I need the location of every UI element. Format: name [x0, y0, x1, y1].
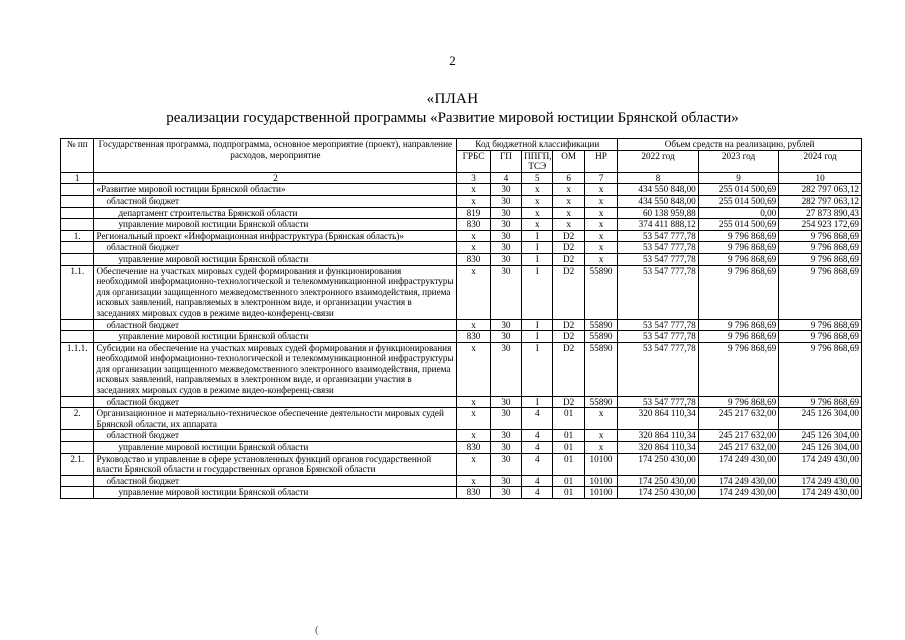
- row-number: 1.1.: [61, 265, 94, 319]
- cell-grbs: х: [457, 265, 490, 319]
- cell-om: х: [553, 207, 584, 219]
- cell-ppgp: х: [522, 195, 553, 207]
- cell-2024: 9 796 868,69: [779, 342, 862, 396]
- table-row: [61, 331, 862, 343]
- table-row: [61, 430, 862, 442]
- cell-2023: 174 249 430,00: [698, 487, 779, 499]
- row-number: [61, 207, 94, 219]
- cell-2022: 174 250 430,00: [618, 487, 699, 499]
- cell-ppgp: 4: [522, 442, 553, 454]
- cell-2023: 9 796 868,69: [698, 319, 779, 331]
- cell-ppgp: 4: [522, 408, 553, 430]
- table-row: [61, 242, 862, 254]
- cell-om: D2: [553, 242, 584, 254]
- cell-2022: 320 864 110,34: [618, 408, 699, 430]
- table-row: [61, 487, 862, 499]
- cell-grbs: х: [457, 342, 490, 396]
- cell-om: 01: [553, 442, 584, 454]
- cell-om: 01: [553, 453, 584, 475]
- cell-2022: 53 547 777,78: [618, 331, 699, 343]
- colnum: 6: [553, 172, 584, 184]
- cell-grbs: х: [457, 430, 490, 442]
- table-row: [61, 207, 862, 219]
- cell-grbs: 830: [457, 253, 490, 265]
- cell-2022: 53 547 777,78: [618, 319, 699, 331]
- header-row-1: [61, 139, 862, 151]
- cell-gp: 30: [490, 342, 521, 396]
- colnum: 8: [618, 172, 699, 184]
- row-name: областной бюджет: [94, 475, 457, 487]
- colnum: 3: [457, 172, 490, 184]
- cell-2023: 255 014 500,69: [698, 219, 779, 231]
- colnum: 1: [61, 172, 94, 184]
- table-row: [61, 253, 862, 265]
- cell-gp: 30: [490, 195, 521, 207]
- cell-ppgp: I: [522, 230, 553, 242]
- cell-nr: 55890: [584, 342, 617, 396]
- row-name: областной бюджет: [94, 396, 457, 408]
- table-row: [61, 342, 862, 396]
- row-name: областной бюджет: [94, 319, 457, 331]
- table-row: [61, 453, 862, 475]
- cell-2024: 245 126 304,00: [779, 430, 862, 442]
- cell-ppgp: I: [522, 265, 553, 319]
- header-2023: 2023 год: [698, 150, 779, 172]
- cell-nr: х: [584, 219, 617, 231]
- header-om: ОМ: [553, 150, 584, 172]
- cell-2022: 53 547 777,78: [618, 396, 699, 408]
- cell-gp: 30: [490, 442, 521, 454]
- row-name: Организационное и материально-техническое обеспечение деятельности мировых судей Брянской области, их аппарата: [94, 408, 457, 430]
- cell-2022: 53 547 777,78: [618, 265, 699, 319]
- cell-nr: х: [584, 207, 617, 219]
- cell-nr: 55890: [584, 319, 617, 331]
- cell-nr: х: [584, 242, 617, 254]
- cell-gp: 30: [490, 253, 521, 265]
- row-number: [61, 396, 94, 408]
- row-name: областной бюджет: [94, 430, 457, 442]
- cell-2024: 9 796 868,69: [779, 253, 862, 265]
- cell-nr: 55890: [584, 265, 617, 319]
- table-row: [61, 265, 862, 319]
- cell-2022: 320 864 110,34: [618, 430, 699, 442]
- cell-ppgp: I: [522, 253, 553, 265]
- row-number: [61, 487, 94, 499]
- cell-2024: 245 126 304,00: [779, 408, 862, 430]
- table-row: [61, 396, 862, 408]
- cell-grbs: 830: [457, 331, 490, 343]
- cell-2023: 0,00: [698, 207, 779, 219]
- plan-table: [60, 138, 862, 499]
- cell-2023: 174 249 430,00: [698, 453, 779, 475]
- cell-nr: х: [584, 184, 617, 196]
- cell-ppgp: х: [522, 207, 553, 219]
- cell-2022: 174 250 430,00: [618, 453, 699, 475]
- page-number: 2: [449, 53, 456, 68]
- cell-om: 01: [553, 487, 584, 499]
- cell-ppgp: I: [522, 396, 553, 408]
- row-name: управление мировой юстиции Брянской области: [94, 442, 457, 454]
- cell-ppgp: 4: [522, 453, 553, 475]
- document-title: «ПЛАН: [426, 91, 479, 107]
- cell-ppgp: I: [522, 242, 553, 254]
- table-row: [61, 230, 862, 242]
- cell-2022: 434 550 848,00: [618, 184, 699, 196]
- row-number: [61, 442, 94, 454]
- cell-gp: 30: [490, 265, 521, 319]
- cell-om: 01: [553, 430, 584, 442]
- row-number: [61, 195, 94, 207]
- row-name: управление мировой юстиции Брянской области: [94, 331, 457, 343]
- header-2024: 2024 год: [779, 150, 862, 172]
- cell-2023: 9 796 868,69: [698, 242, 779, 254]
- cell-om: D2: [553, 331, 584, 343]
- cell-2023: 245 217 632,00: [698, 430, 779, 442]
- row-number: [61, 331, 94, 343]
- colnum: 2: [94, 172, 457, 184]
- cell-ppgp: I: [522, 319, 553, 331]
- cell-om: D2: [553, 230, 584, 242]
- cell-om: 01: [553, 475, 584, 487]
- cell-om: х: [553, 195, 584, 207]
- cell-nr: 10100: [584, 453, 617, 475]
- cell-2023: 245 217 632,00: [698, 442, 779, 454]
- cell-2023: 9 796 868,69: [698, 265, 779, 319]
- cell-2024: 9 796 868,69: [779, 265, 862, 319]
- cell-nr: х: [584, 253, 617, 265]
- row-name: Руководство и управление в сфере установленных функций органов государственной власти Брянской области и государственных органов Брянской области: [94, 453, 457, 475]
- cell-2023: 9 796 868,69: [698, 253, 779, 265]
- cell-gp: 30: [490, 331, 521, 343]
- cell-om: 01: [553, 408, 584, 430]
- cell-2022: 53 547 777,78: [618, 253, 699, 265]
- cell-gp: 30: [490, 475, 521, 487]
- bottom-mark: (: [315, 624, 319, 636]
- header-2022: 2022 год: [618, 150, 699, 172]
- cell-nr: х: [584, 408, 617, 430]
- cell-gp: 30: [490, 219, 521, 231]
- cell-2022: 374 411 888,12: [618, 219, 699, 231]
- row-number: 1.1.1.: [61, 342, 94, 396]
- header-gp: ГП: [490, 150, 521, 172]
- row-number: [61, 219, 94, 231]
- colnum: 7: [584, 172, 617, 184]
- cell-2022: 434 550 848,00: [618, 195, 699, 207]
- table-row: [61, 195, 862, 207]
- cell-2023: 9 796 868,69: [698, 396, 779, 408]
- header-nr: НР: [584, 150, 617, 172]
- table-row: [61, 319, 862, 331]
- table-row: [61, 475, 862, 487]
- cell-ppgp: 4: [522, 430, 553, 442]
- cell-ppgp: I: [522, 331, 553, 343]
- cell-2023: 174 249 430,00: [698, 475, 779, 487]
- cell-grbs: х: [457, 184, 490, 196]
- cell-2024: 9 796 868,69: [779, 242, 862, 254]
- cell-grbs: х: [457, 396, 490, 408]
- header-grbs: ГРБС: [457, 150, 490, 172]
- table-row: [61, 184, 862, 196]
- cell-gp: 30: [490, 184, 521, 196]
- cell-nr: х: [584, 195, 617, 207]
- cell-nr: 55890: [584, 396, 617, 408]
- cell-gp: 30: [490, 396, 521, 408]
- cell-grbs: 819: [457, 207, 490, 219]
- row-number: [61, 253, 94, 265]
- cell-2024: 254 923 172,69: [779, 219, 862, 231]
- cell-2024: 174 249 430,00: [779, 487, 862, 499]
- cell-2024: 9 796 868,69: [779, 331, 862, 343]
- cell-nr: 10100: [584, 487, 617, 499]
- cell-2023: 255 014 500,69: [698, 184, 779, 196]
- cell-gp: 30: [490, 453, 521, 475]
- cell-grbs: х: [457, 408, 490, 430]
- cell-2022: 320 864 110,34: [618, 442, 699, 454]
- cell-ppgp: 4: [522, 475, 553, 487]
- row-name: областной бюджет: [94, 242, 457, 254]
- row-name: «Развитие мировой юстиции Брянской области»: [94, 184, 457, 196]
- cell-gp: 30: [490, 242, 521, 254]
- cell-om: х: [553, 184, 584, 196]
- cell-om: D2: [553, 265, 584, 319]
- cell-2024: 245 126 304,00: [779, 442, 862, 454]
- cell-2023: 9 796 868,69: [698, 342, 779, 396]
- row-number: 2.1.: [61, 453, 94, 475]
- cell-nr: х: [584, 430, 617, 442]
- cell-2023: 9 796 868,69: [698, 331, 779, 343]
- cell-2023: 245 217 632,00: [698, 408, 779, 430]
- cell-gp: 30: [490, 207, 521, 219]
- cell-om: D2: [553, 342, 584, 396]
- row-name: областной бюджет: [94, 195, 457, 207]
- cell-2024: 282 797 063,12: [779, 184, 862, 196]
- cell-2024: 174 249 430,00: [779, 453, 862, 475]
- cell-grbs: х: [457, 453, 490, 475]
- cell-grbs: х: [457, 195, 490, 207]
- cell-2022: 53 547 777,78: [618, 242, 699, 254]
- cell-gp: 30: [490, 319, 521, 331]
- header-name: Государственная программа, подпрограмма, основное мероприятие (проект), направление расходов, мероприятие: [94, 139, 457, 173]
- cell-grbs: х: [457, 319, 490, 331]
- cell-grbs: х: [457, 475, 490, 487]
- cell-grbs: 830: [457, 442, 490, 454]
- cell-2023: 255 014 500,69: [698, 195, 779, 207]
- table-row: [61, 219, 862, 231]
- table-row: [61, 408, 862, 430]
- cell-2022: 53 547 777,78: [618, 342, 699, 396]
- header-ppgp: ППГП, ТСЭ: [522, 150, 553, 172]
- table-row: [61, 442, 862, 454]
- cell-grbs: 830: [457, 219, 490, 231]
- cell-2024: 9 796 868,69: [779, 230, 862, 242]
- colnum: 4: [490, 172, 521, 184]
- cell-2024: 27 873 890,43: [779, 207, 862, 219]
- cell-om: D2: [553, 396, 584, 408]
- cell-2024: 174 249 430,00: [779, 475, 862, 487]
- row-number: 2.: [61, 408, 94, 430]
- cell-ppgp: 4: [522, 487, 553, 499]
- cell-grbs: х: [457, 230, 490, 242]
- cell-2024: 9 796 868,69: [779, 319, 862, 331]
- row-name: управление мировой юстиции Брянской области: [94, 487, 457, 499]
- cell-om: D2: [553, 319, 584, 331]
- cell-nr: 10100: [584, 475, 617, 487]
- row-name: управление мировой юстиции Брянской области: [94, 219, 457, 231]
- row-name: Субсидии на обеспечение на участках мировых судей формирования и функционирования необходимой информационно-технологической и телекоммуникационной инфраструктуры для организации защищенного межведомственного электронного взаимодействия, приема исковых заявлений, направляемых в электронном виде, и организации участия в заседаниях мировых судов в режиме видео-конференц-связи: [94, 342, 457, 396]
- cell-2024: 9 796 868,69: [779, 396, 862, 408]
- document-subtitle: реализации государственной программы «Развитие мировой юстиции Брянской области»: [166, 110, 739, 126]
- cell-gp: 30: [490, 408, 521, 430]
- cell-ppgp: х: [522, 219, 553, 231]
- row-name: департамент строительства Брянской области: [94, 207, 457, 219]
- header-kbk: Код бюджетной классификации: [457, 139, 618, 151]
- row-number: [61, 242, 94, 254]
- cell-gp: 30: [490, 230, 521, 242]
- row-number: [61, 319, 94, 331]
- colnum: 10: [779, 172, 862, 184]
- cell-ppgp: I: [522, 342, 553, 396]
- row-name: Региональный проект «Информационная инфраструктура (Брянская область)»: [94, 230, 457, 242]
- column-number-row: [61, 172, 862, 184]
- header-num: № пп: [61, 139, 94, 173]
- cell-om: D2: [553, 253, 584, 265]
- cell-nr: 55890: [584, 331, 617, 343]
- colnum: 9: [698, 172, 779, 184]
- cell-nr: х: [584, 230, 617, 242]
- cell-gp: 30: [490, 430, 521, 442]
- cell-2022: 53 547 777,78: [618, 230, 699, 242]
- cell-gp: 30: [490, 487, 521, 499]
- cell-grbs: х: [457, 242, 490, 254]
- colnum: 5: [522, 172, 553, 184]
- header-volume: Объем средств на реализацию, рублей: [618, 139, 862, 151]
- row-number: [61, 475, 94, 487]
- cell-grbs: 830: [457, 487, 490, 499]
- row-number: [61, 430, 94, 442]
- row-number: [61, 184, 94, 196]
- cell-2022: 60 138 959,88: [618, 207, 699, 219]
- cell-nr: х: [584, 442, 617, 454]
- cell-ppgp: х: [522, 184, 553, 196]
- cell-2023: 9 796 868,69: [698, 230, 779, 242]
- cell-2022: 174 250 430,00: [618, 475, 699, 487]
- cell-2024: 282 797 063,12: [779, 195, 862, 207]
- row-name: управление мировой юстиции Брянской области: [94, 253, 457, 265]
- plan-table-body: [61, 184, 862, 499]
- row-number: 1.: [61, 230, 94, 242]
- row-name: Обеспечение на участках мировых судей формирования и функционирования необходимой информационно-технологической и телекоммуникационной инфраструктуры для организации защищенного межведомственного электронного взаимодействия, приема исковых заявлений, направляемых в электронном виде, и организации участия в заседаниях мировых судов в режиме видео-конференц-связи: [94, 265, 457, 319]
- cell-om: х: [553, 219, 584, 231]
